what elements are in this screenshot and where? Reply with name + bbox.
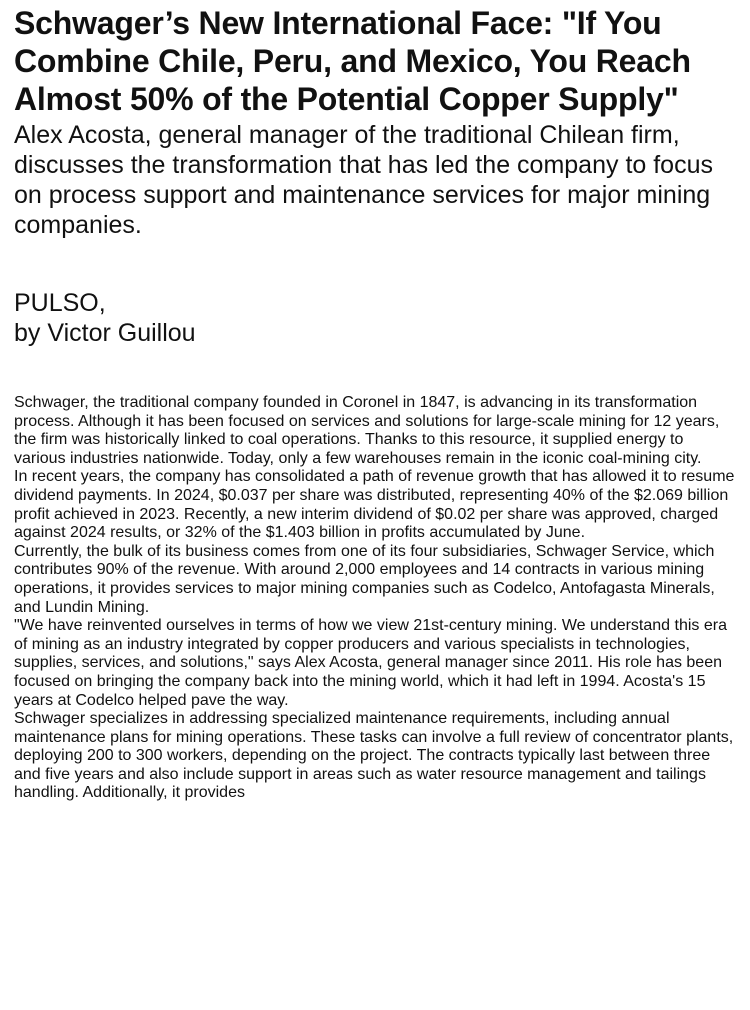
article-source xyxy=(14,288,738,348)
body-paragraph: Currently, the bulk of its business comes from one of its four subsidiaries, Schwager Service, which contributes 90% of the revenue. With around 2,000 employees and 14 contracts in various mining operations, it provides services to major mining companies such as Codelco, Antofagasta Minerals, and Lundin Mining. xyxy=(14,542,715,616)
body-paragraph: In recent years, the company has consolidated a path of revenue growth that has allowed it to resume dividend payments. In 2024, $0.037 per share was distributed, representing 40% of the $2.069 billion profit achieved in 2023. Recently, a new interim dividend of $0.02 per share was approved, charged against 2024 results, or 32% of the $1.403 billion in profits accumulated by June. xyxy=(14,468,735,542)
body-paragraph: Schwager, the traditional company founded in Coronel in 1847, is advancing in its transformation process. Although it has been focused on services and solutions for large-scale mining for 12 years, the firm was historically linked to coal operations. Thanks to this resource, it supplied energy to various industries nationwide. Today, only a few warehouses remain in the iconic coal-mining city. xyxy=(14,394,720,467)
article-subheadline: Alex Acosta, general manager of the traditional Chilean firm, discusses the transformation that has led the company to focus on process support and maintenance services for major mining companies. xyxy=(14,121,713,239)
body-paragraph: Schwager specializes in addressing specialized maintenance requirements, including annual maintenance plans for mining operations. These tasks can involve a full review of concentrator plants, deploying 200 to 300 workers, depending on the project. The contracts typically last between three and five years and also include support in areas such as water resource management and tailings handling. Additionally, it provides xyxy=(14,710,734,802)
article-body xyxy=(14,394,738,803)
author-byline: by Victor Guillou xyxy=(14,319,196,347)
publication-name: PULSO, xyxy=(14,289,106,317)
body-paragraph: "We have reinvented ourselves in terms of how we view 21st-century mining. We understand this era of mining as an industry integrated by copper producers and various specialists in technologies, supplies, services, and solutions," says Alex Acosta, general manager since 2011. His role has been focused on bringing the company back into the mining world, which it had left in 1994. Acosta's 15 years at Codelco helped pave the way. xyxy=(14,617,727,709)
article-headline: Schwager’s New International Face: "If You Combine Chile, Peru, and Mexico, You Reach Almost 50% of the Potential Copper Supply" xyxy=(14,5,691,117)
